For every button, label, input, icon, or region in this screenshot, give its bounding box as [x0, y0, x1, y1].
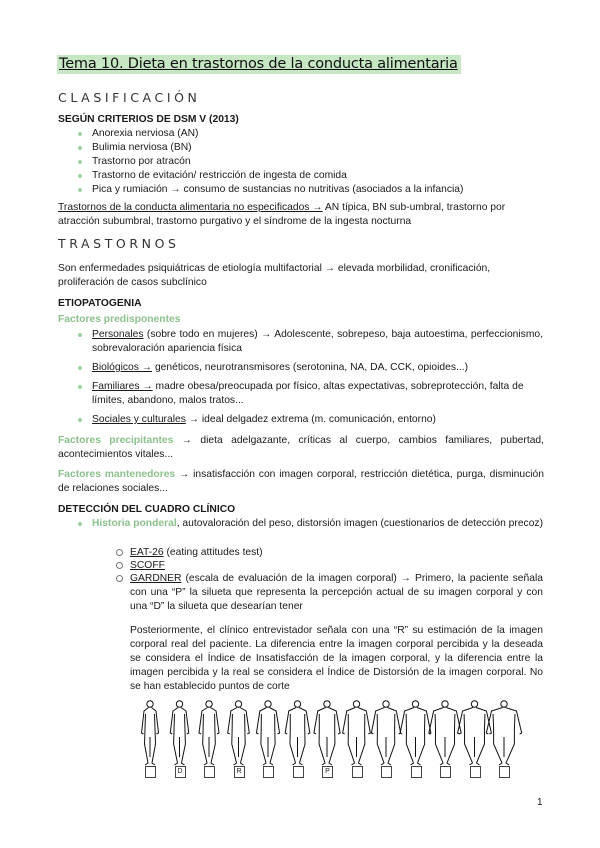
silhouette-figure	[142, 701, 159, 765]
list-item: Biológicos → genéticos, neurotransmisores (serotonina, NA, DA, CCK, opioides...)	[76, 361, 543, 375]
precipitantes-text: → dieta adelgazante, críticas al cuerpo, cambios familiares, pubertad, acontecimientos vitales...	[58, 435, 545, 460]
posterior-paragraph: Posteriormente, el clínico entrevistador señala con una “R” su estimación de la imagen corporal real del paciente. La diferencia entre la imagen corporal percibida y la deseada se considera el Índice de Insatisfacción de la imagen corporal, y la diferencia entre la imagen percibida y la real se considera el Índice de Distorsión de la imagen corporal. No se han establecido puntos de corte	[130, 625, 543, 692]
bullet-icon	[78, 418, 82, 422]
mantenedores-label: Factores mantenedores	[58, 469, 176, 480]
silhouette-figure	[256, 701, 279, 765]
bullet-icon	[78, 146, 82, 150]
silhouette-label-box: R	[234, 766, 245, 778]
silhouette-figure	[285, 701, 310, 765]
silhouette-label-box	[263, 766, 274, 778]
section-heading-clasificacion: CLASIFICACIÓN	[58, 90, 201, 105]
list-item: Trastorno por atracón	[76, 155, 546, 169]
clasificacion-list	[76, 127, 546, 197]
silhouette-label-box	[440, 766, 451, 778]
silhouette-figure	[371, 701, 400, 765]
silhouette-figure	[170, 701, 189, 765]
circle-bullet-icon	[116, 562, 123, 569]
list-item: Personales (sobre todo en mujeres) → Adolescente, sobrepeso, baja autoestima, perfeccionismo, sobrevaloración apariencia física	[76, 328, 543, 356]
silhouette-label-box	[381, 766, 392, 778]
trastornos-intro: Son enfermedades psiquiátricas de etiología multifactorial → elevada morbilidad, cronificación, proliferación de casos subclínico	[58, 263, 491, 288]
deteccion-heading: DETECCIÓN DEL CUADRO CLÍNICO	[58, 504, 236, 515]
list-item: Bulimia nerviosa (BN)	[76, 141, 546, 155]
tests-list	[116, 546, 543, 614]
silhouette-label-box: D	[175, 766, 186, 778]
silhouette-label-box	[145, 766, 156, 778]
list-item: Sociales y culturales → ideal delgadez extrema (m. comunicación, entorno)	[76, 413, 543, 427]
silhouette-label-box	[470, 766, 481, 778]
bullet-icon	[78, 160, 82, 164]
precipitantes-label: Factores precipitantes	[58, 435, 174, 446]
silhouette-label-box	[352, 766, 363, 778]
page-number: 1	[537, 797, 543, 808]
list-item: Anorexia nerviosa (AN)	[76, 127, 546, 141]
silhouette-figure	[343, 701, 371, 765]
nos-label: Trastornos de la conducta alimentaria no especificados →	[58, 202, 323, 213]
predisponentes-list	[76, 328, 543, 427]
silhouette-label-box: P	[322, 766, 333, 778]
bullet-icon	[78, 333, 82, 337]
silhouette-label-box	[411, 766, 422, 778]
bullet-icon	[78, 132, 82, 136]
gardner-silhouettes-figure	[138, 699, 523, 767]
silhouette-figure	[228, 701, 250, 765]
nos-text: AN típica, BN sub-umbral, trastorno por atracción subumbral, trastorno purgativo y el síndrome de la ingesta nocturna	[58, 202, 506, 227]
silhouette-figure	[199, 701, 219, 765]
silhouette-label-box	[499, 766, 510, 778]
list-item: Historia ponderal, autovaloración del peso, distorsión imagen (cuestionarios de detección precoz)	[76, 517, 543, 531]
predisponentes-label: Factores predisponentes	[58, 314, 181, 325]
bullet-icon	[78, 385, 82, 389]
list-item: GARDNER (escala de evaluación de la imagen corporal) → Primero, la paciente señala con una “P” la silueta que representa la percepción actual de su imagen corporal y con una “D” la silueta que desearían tener	[116, 572, 543, 614]
deteccion-list	[76, 517, 543, 531]
list-item: SCOFF	[116, 559, 543, 572]
silhouette-labels	[140, 766, 520, 778]
bullet-icon	[78, 188, 82, 192]
nos-paragraph	[58, 201, 544, 229]
silhouette-figure	[400, 701, 431, 765]
page-title: Tema 10. Dieta en trastornos de la conducta alimentaria	[57, 55, 461, 74]
bullet-icon	[78, 522, 82, 526]
list-item: Pica y rumiación → consumo de sustancias no nutritivas (asociados a la infancia)	[76, 183, 546, 197]
list-item: EAT-26 (eating attitudes test)	[116, 546, 543, 559]
silhouette-figure	[429, 701, 461, 765]
section-heading-trastornos: TRASTORNOS	[58, 236, 180, 251]
title-block	[57, 55, 461, 73]
silhouette-label-box	[293, 766, 304, 778]
bullet-icon	[78, 366, 82, 370]
list-item: Trastorno de evitación/ restricción de ingesta de comida	[76, 169, 546, 183]
bullet-icon	[78, 174, 82, 178]
circle-bullet-icon	[116, 549, 123, 556]
etiopatogenia-heading: ETIOPATOGENIA	[58, 298, 142, 309]
precipitantes-paragraph	[58, 434, 544, 462]
silhouette-figure	[314, 701, 340, 765]
mantenedores-paragraph	[58, 468, 544, 496]
mantenedores-text: → insatisfacción con imagen corporal, restricción dietética, purga, disminución de relaciones sociales...	[58, 469, 544, 494]
criteria-heading: SEGÚN CRITERIOS DE DSM V (2013)	[58, 114, 239, 125]
silhouette-label-box	[204, 766, 215, 778]
list-item: Familiares → madre obesa/preocupada por físico, altas expectativas, sobreprotección, falta de límites, abandono, malos tratos...	[76, 380, 543, 408]
circle-bullet-icon	[116, 575, 123, 582]
